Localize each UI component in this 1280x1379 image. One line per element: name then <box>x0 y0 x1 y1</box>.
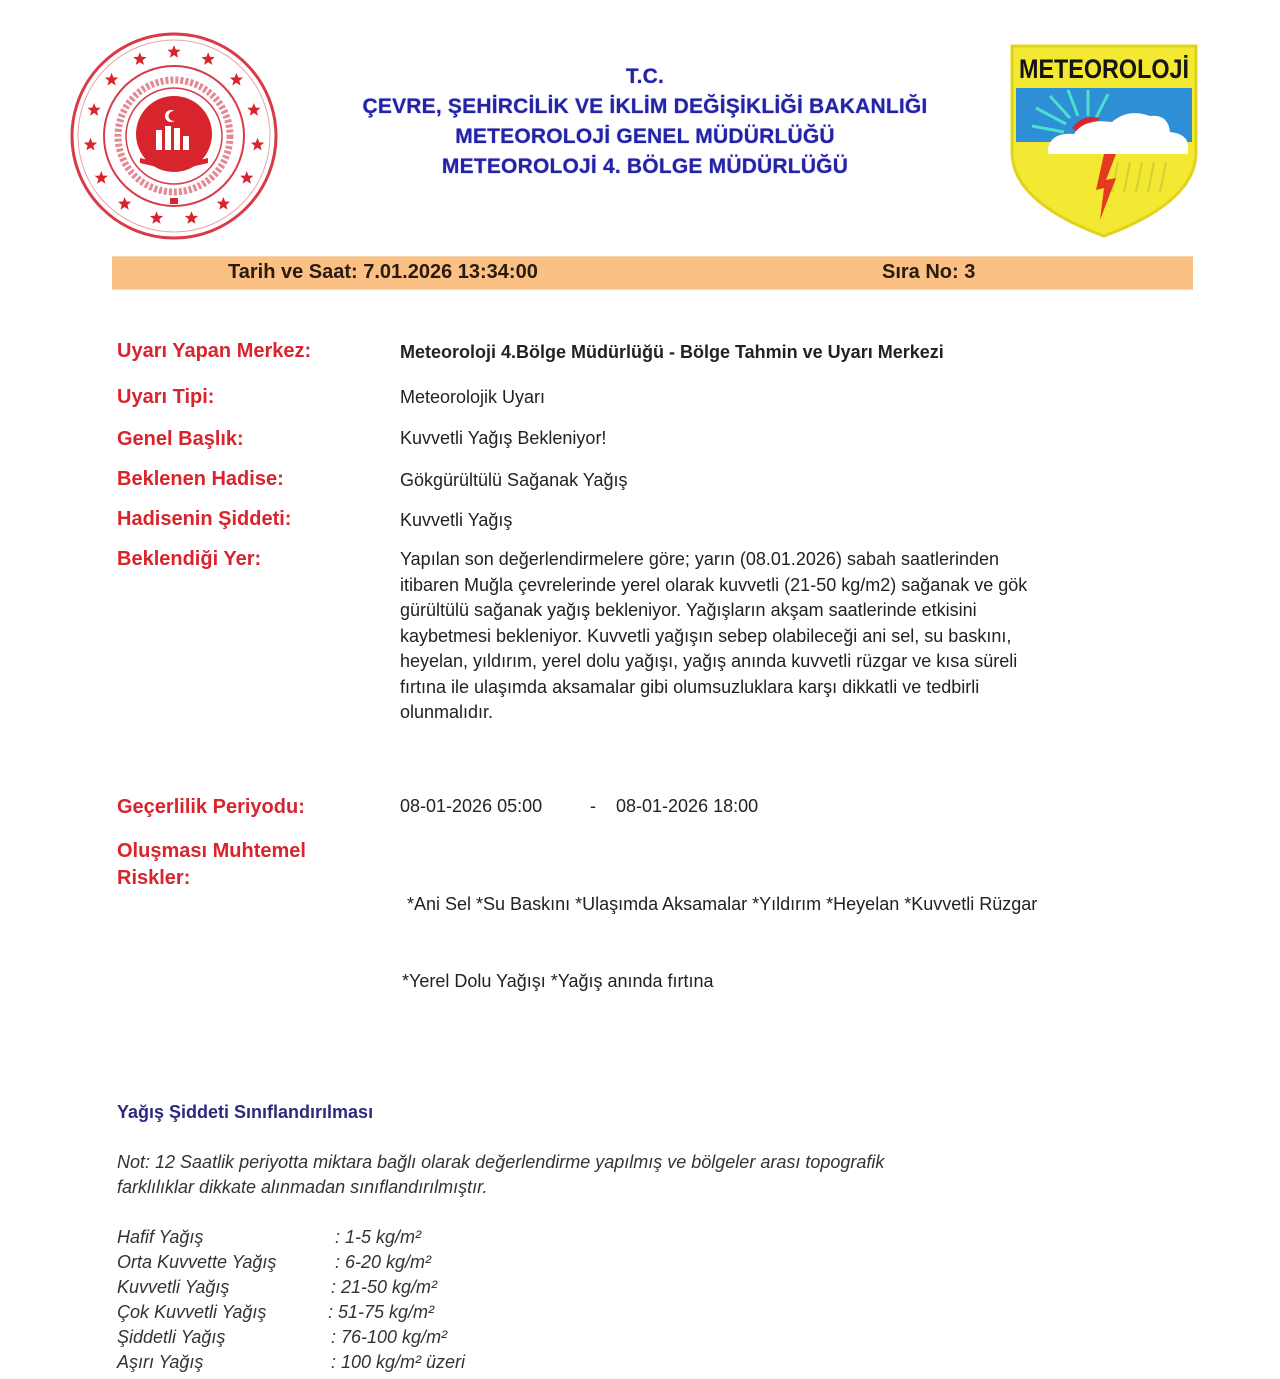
location-line: Yapılan son değerlendirmelere göre; yarın (08.01.2026) sabah saatlerinden <box>400 549 1000 569</box>
seal-star-icon <box>217 197 230 210</box>
header-line-regional-directorate: METEOROLOJİ 4. BÖLGE MÜDÜRLÜĞÜ <box>441 155 849 178</box>
label-general-title: Genel Başlık: <box>117 428 244 450</box>
classification-note <box>117 1150 884 1200</box>
class-name: Kuvvetli Yağış <box>117 1277 230 1297</box>
classification-row <box>117 1352 466 1373</box>
note-line: farklılıklar dikkate alınmadan sınıflandırılmıştır. <box>117 1177 488 1197</box>
seal-star-icon <box>167 45 180 58</box>
class-name: Çok Kuvvetli Yağış <box>117 1302 267 1322</box>
header-line-ministry: ÇEVRE, ŞEHİRCİLİK VE İKLİM DEĞİŞİKLİĞİ BAKANLIĞI <box>362 95 928 118</box>
seal-star-icon <box>150 211 163 224</box>
class-name: Orta Kuvvette Yağış <box>117 1252 277 1272</box>
class-range: : 21-50 kg/m² <box>331 1277 438 1297</box>
value-validity-start: 08-01-2026 05:00 <box>400 796 543 816</box>
class-range: : 51-75 kg/m² <box>328 1302 435 1322</box>
header-line-tc: T.C. <box>625 65 665 88</box>
classification-row <box>117 1227 422 1248</box>
risks-label-line: Riskler: <box>117 867 191 889</box>
validity-separator: - <box>590 796 596 816</box>
location-line: fırtına ile ulaşımda aksamalar gibi olumsuzluklara karşı dikkatli ve tedbirli <box>400 676 980 697</box>
class-name: Şiddetli Yağış <box>117 1327 226 1347</box>
location-line: gürültülü sağanak yağış bekleniyor. Yağışların akşam saatlerinde etkisini <box>400 600 977 620</box>
header-title-block <box>320 62 970 182</box>
seal-star-icon <box>230 73 243 86</box>
label-validity-period: Geçerlilik Periyodu: <box>117 796 305 818</box>
value-warning-type: Meteorolojik Uyarı <box>400 387 546 407</box>
location-line: itibaren Muğla çevrelerinde yerel olarak kuvvetli (21-50 kg/m2) sağanak ve gök <box>400 574 1028 595</box>
label-event-severity: Hadisenin Şiddeti: <box>117 508 292 530</box>
meteoroloji-shield-logo <box>1008 42 1200 238</box>
seal-star-icon <box>202 52 215 65</box>
seal-star-icon <box>133 52 146 65</box>
class-range: : 6-20 kg/m² <box>335 1252 432 1272</box>
classification-title: Yağış Şiddeti Sınıflandırılması <box>117 1102 374 1122</box>
class-range: : 1-5 kg/m² <box>335 1227 422 1247</box>
seal-star-icon <box>247 103 260 116</box>
value-validity-end: 08-01-2026 18:00 <box>616 796 759 816</box>
risks-line: *Ani Sel *Su Baskını *Ulaşımda Aksamalar *Yıldırım *Heyelan *Kuvvetli Rüzgar <box>402 894 1038 914</box>
label-possible-risks <box>117 838 306 892</box>
classification-row <box>117 1277 438 1298</box>
label-issuing-center: Uyarı Yapan Merkez: <box>117 340 312 362</box>
location-line: heyelan, yıldırım, yerel dolu yağışı, yağış anında kuvvetli rüzgar ve kısa süreli <box>400 651 1018 671</box>
value-general-title: Kuvvetli Yağış Bekleniyor! <box>400 428 607 448</box>
shield-title: METEOROLOJİ <box>1019 54 1189 84</box>
seal-star-icon <box>118 197 131 210</box>
value-issuing-center: Meteoroloji 4.Bölge Müdürlüğü - Bölge Tahmin ve Uyarı Merkezi <box>400 342 944 362</box>
note-line: Not: 12 Saatlik periyotta miktara bağlı olarak değerlendirme yapılmış ve bölgeler arası topografik <box>117 1152 885 1172</box>
label-warning-type: Uyarı Tipi: <box>117 386 215 408</box>
classification-row <box>117 1302 435 1323</box>
value-possible-risks <box>402 841 1192 1020</box>
seal-star-icon <box>88 103 101 116</box>
risks-label-line: Oluşması Muhtemel <box>117 840 306 862</box>
class-name: Hafif Yağış <box>117 1227 204 1247</box>
issue-datetime: Tarih ve Saat: 7.01.2026 13:34:00 <box>228 261 538 283</box>
seal-star-icon <box>240 171 253 184</box>
label-expected-location: Beklendiği Yer: <box>117 548 262 570</box>
value-event-severity: Kuvvetli Yağış <box>400 510 513 530</box>
risks-line: *Yerel Dolu Yağışı *Yağış anında fırtına <box>402 970 714 991</box>
label-expected-event: Beklenen Hadise: <box>117 468 284 490</box>
seal-star-icon <box>84 138 97 151</box>
seal-star-icon <box>251 138 264 151</box>
seal-star-icon <box>105 73 118 86</box>
value-expected-location <box>400 547 1190 726</box>
value-expected-event: Gökgürültülü Sağanak Yağış <box>400 470 628 490</box>
classification-row <box>117 1252 432 1273</box>
class-range: : 76-100 kg/m² <box>331 1327 448 1347</box>
header-line-general-directorate: METEOROLOJİ GENEL MÜDÜRLÜĞÜ <box>455 125 835 148</box>
ministry-seal-logo <box>68 30 280 242</box>
location-line: kaybetmesi bekleniyor. Kuvvetli yağışın sebep olabileceği ani sel, su baskını, <box>400 625 1012 646</box>
class-range: : 100 kg/m² üzeri <box>331 1352 466 1372</box>
class-name: Aşırı Yağış <box>117 1352 204 1372</box>
seal-star-icon <box>185 211 198 224</box>
location-line: olunmalıdır. <box>400 702 494 722</box>
classification-row <box>117 1327 448 1348</box>
date-bar <box>112 256 1193 290</box>
seal-star-icon <box>95 171 108 184</box>
sequence-number: Sıra No: 3 <box>882 261 976 283</box>
